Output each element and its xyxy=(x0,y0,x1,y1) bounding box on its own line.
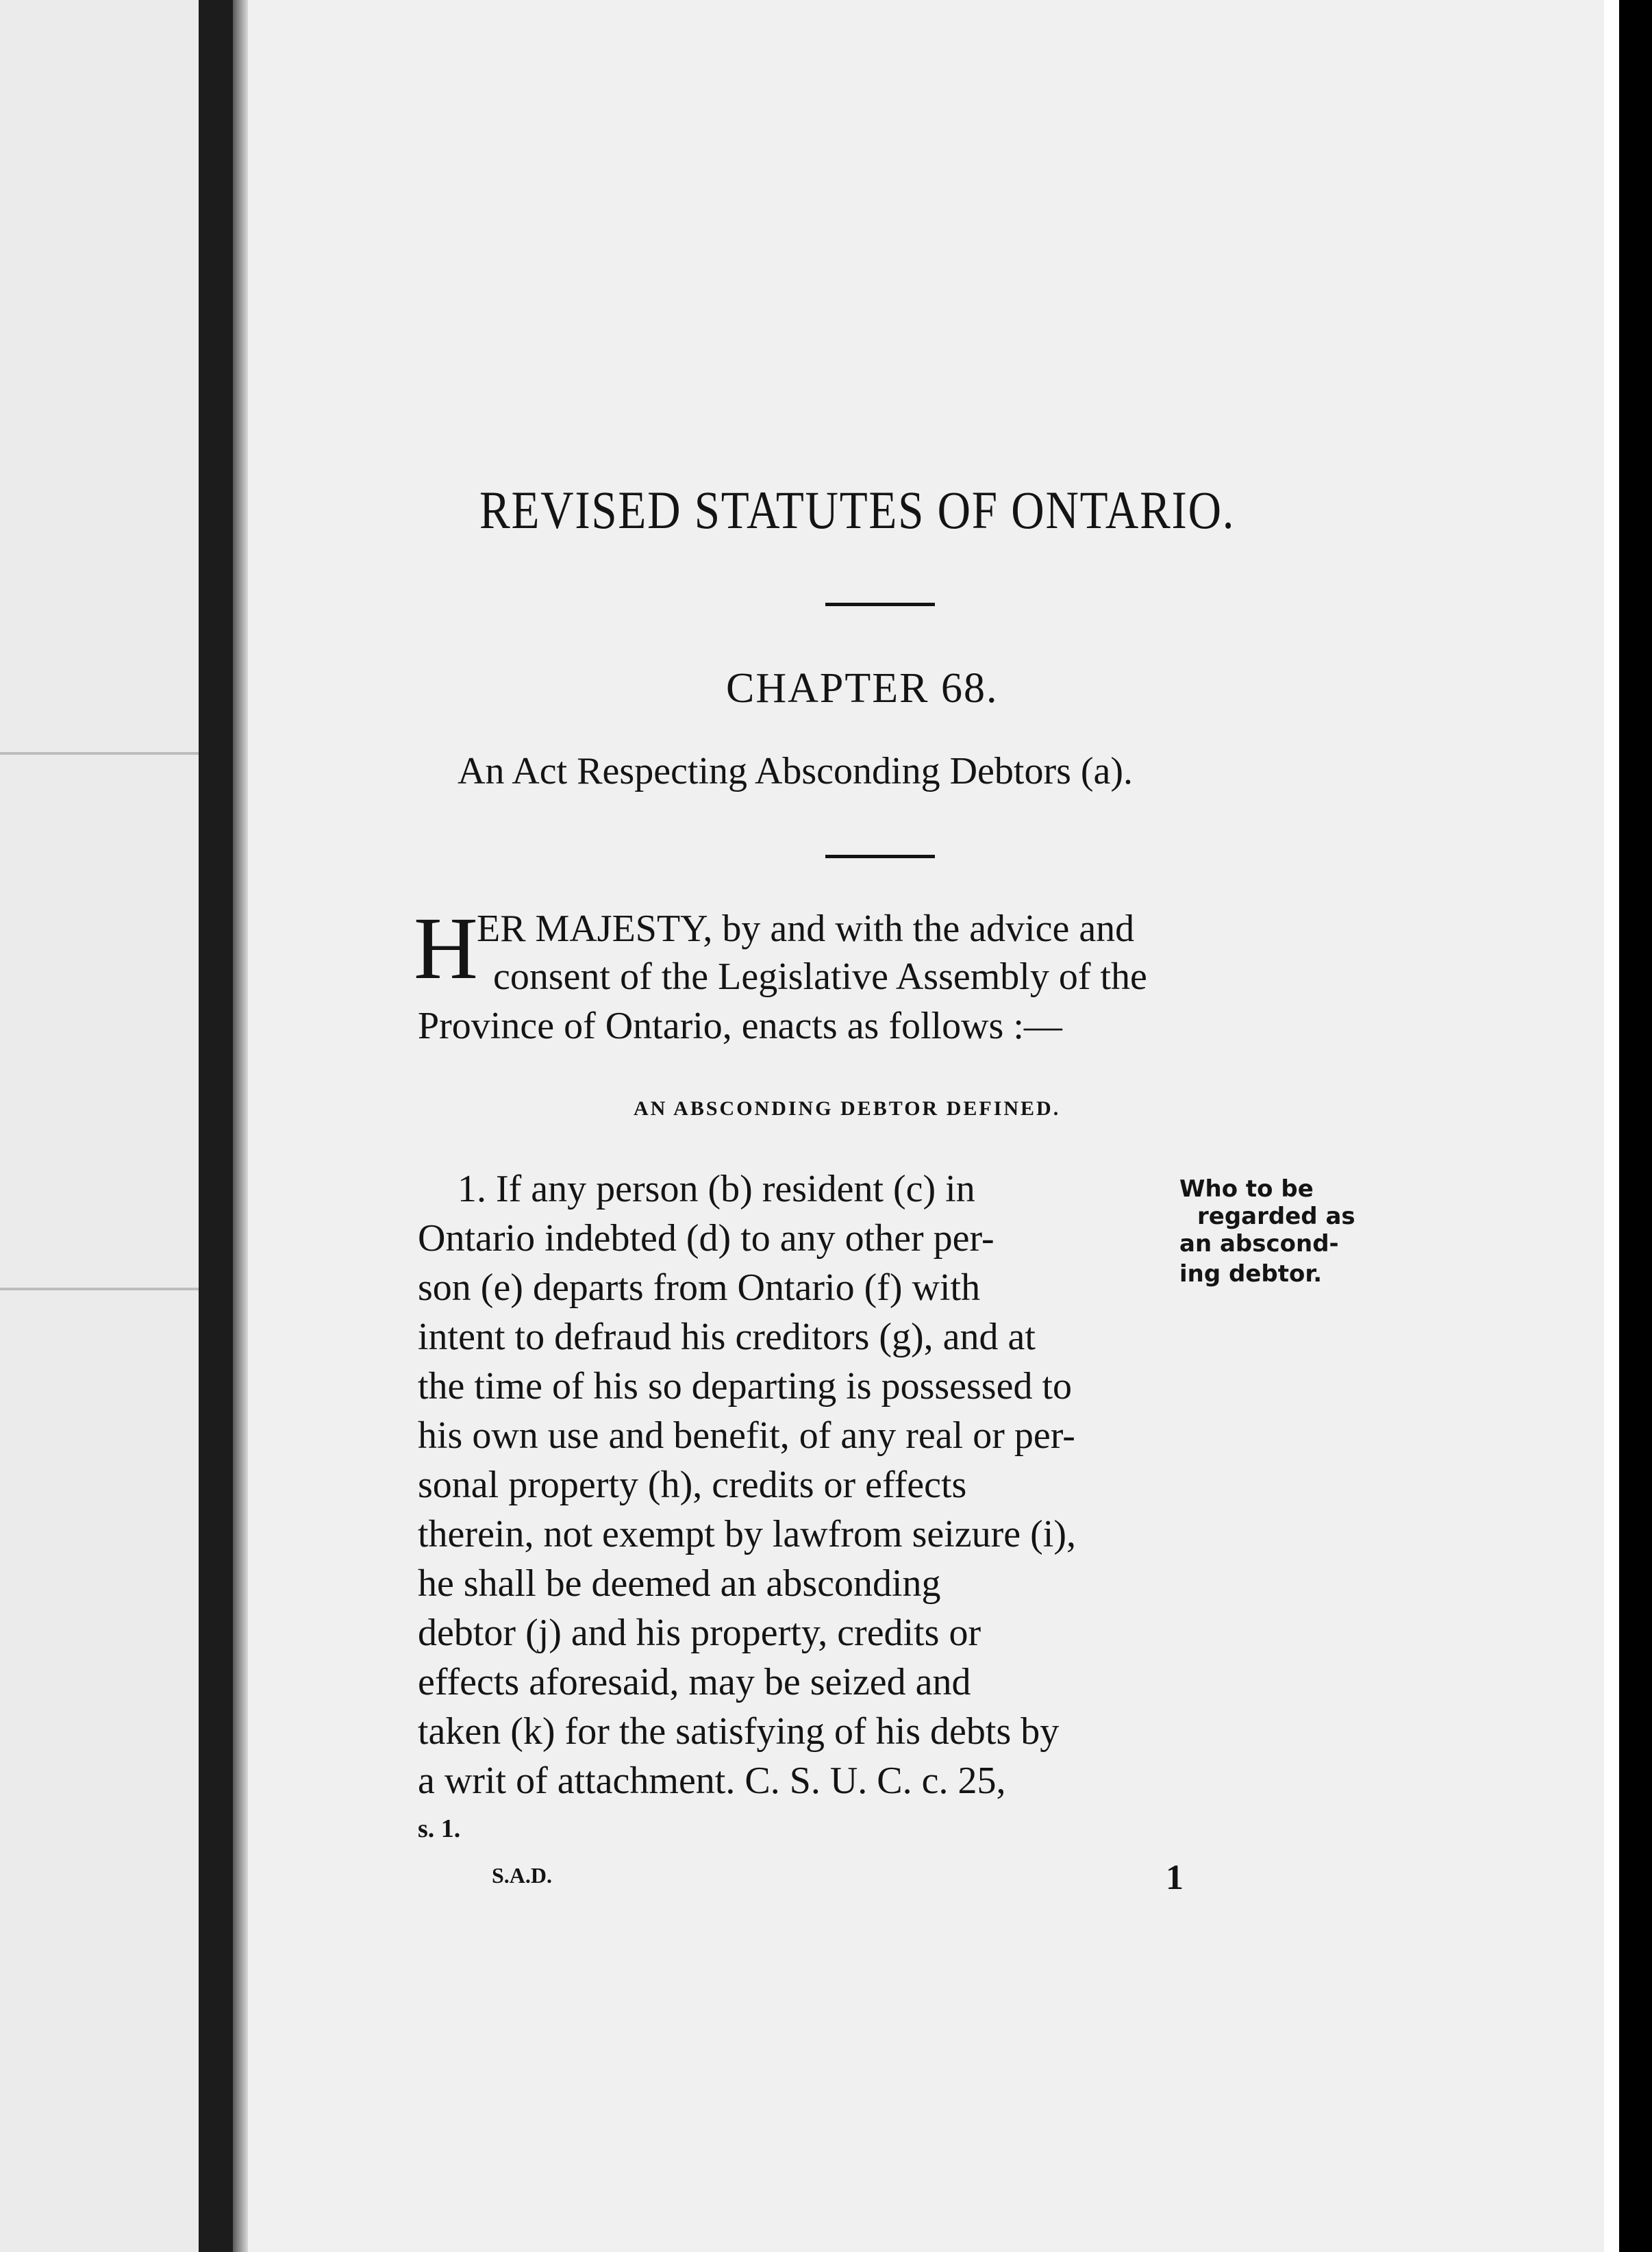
preamble-line-3: Province of Ontario, enacts as follows :— xyxy=(418,1005,1062,1047)
leaf-fold-line xyxy=(0,1288,233,1290)
book-spine-shadow xyxy=(199,0,233,2252)
section-line: 1. If any person (b) resident (c) in xyxy=(458,1168,975,1210)
page-edge xyxy=(1604,0,1619,2252)
margin-note-line: an abscond- xyxy=(1179,1230,1339,1258)
section-line: a writ of attachment. C. S. U. C. c. 25, xyxy=(418,1760,1006,1802)
chapter-heading: CHAPTER 68. xyxy=(726,665,999,712)
page-number: 1 xyxy=(1166,1858,1184,1897)
title-rule xyxy=(825,603,935,606)
chapter-rule xyxy=(825,855,935,858)
section-line: sonal property (h), credits or effects xyxy=(418,1464,967,1506)
page-sheet xyxy=(248,0,1604,2252)
left-facing-leaf xyxy=(0,0,233,2252)
gutter-shadow xyxy=(233,0,248,2252)
scan-border xyxy=(1619,0,1652,2252)
section-line: Ontario indebted (d) to any other per- xyxy=(418,1217,994,1260)
act-title: An Act Respecting Absconding Debtors (a). xyxy=(458,750,1134,792)
section-line: intent to defraud his creditors (g), and at xyxy=(418,1316,1036,1358)
section-line: debtor (j) and his property, credits or xyxy=(418,1612,981,1654)
section-line: his own use and benefit, of any real or per- xyxy=(418,1414,1075,1457)
signature-mark: S.A.D. xyxy=(492,1863,553,1888)
section-heading: AN ABSCONDING DEBTOR DEFINED. xyxy=(634,1097,1061,1120)
section-line: taken (k) for the satisfying of his debts by xyxy=(418,1710,1060,1753)
section-line: the time of his so departing is possessed to xyxy=(418,1365,1073,1408)
drop-cap: H xyxy=(414,899,478,998)
section-line: son (e) departs from Ontario (f) with xyxy=(418,1266,981,1309)
section-line: s. 1. xyxy=(418,1814,461,1843)
section-line: effects aforesaid, may be seized and xyxy=(418,1661,971,1703)
page-title: REVISED STATUTES OF ONTARIO. xyxy=(479,480,1236,540)
preamble-line-2: consent of the Legislative Assembly of the xyxy=(493,955,1147,998)
section-line: therein, not exempt by lawfrom seizure (i), xyxy=(418,1513,1076,1555)
margin-note-line: regarded as xyxy=(1197,1203,1355,1230)
preamble-line-1: ER MAJESTY, by and with the advice and xyxy=(477,908,1135,950)
leaf-fold-line xyxy=(0,752,233,755)
section-line: he shall be deemed an absconding xyxy=(418,1562,941,1605)
margin-note-line: Who to be xyxy=(1179,1175,1314,1203)
margin-note-line: ing debtor. xyxy=(1179,1260,1323,1288)
